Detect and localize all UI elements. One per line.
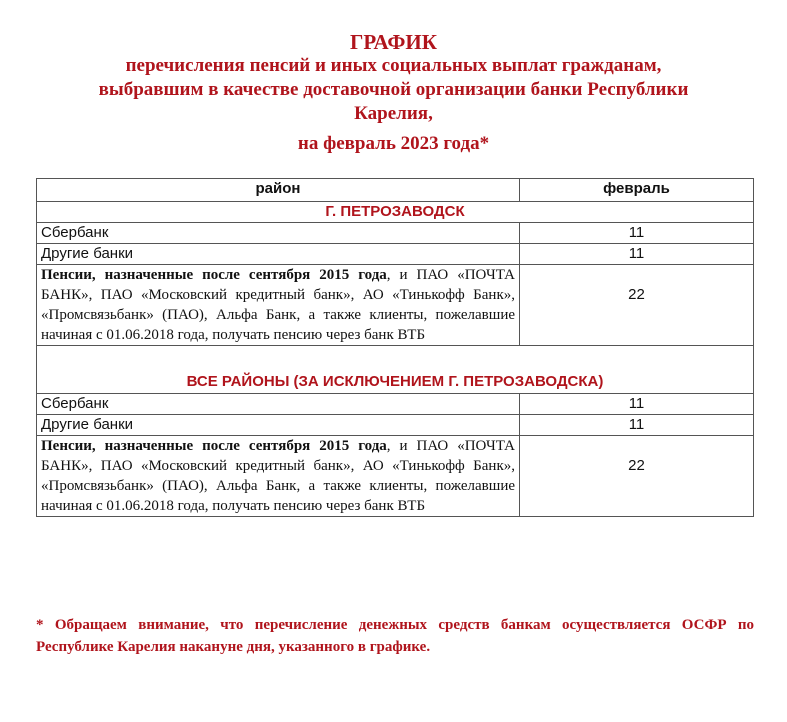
row-name: Другие банки xyxy=(37,244,520,265)
pension-conditions-bold: Пенсии, назначенные после сентября 2015 года xyxy=(41,438,387,454)
table-row xyxy=(37,244,754,265)
table-row xyxy=(37,415,754,436)
footnote: * Обращаем внимание, что перечисление денежных средств банкам осуществляется ОСФР по Республике Карелия накануне дня, указанного в графике. xyxy=(36,617,754,655)
row-value: 11 xyxy=(520,244,754,265)
section-row xyxy=(37,202,754,223)
row-value: 22 xyxy=(520,436,754,517)
title-line-2: выбравшим в качестве доставочной организации банки Республики xyxy=(98,79,689,100)
table-header-row xyxy=(37,179,754,202)
row-value: 11 xyxy=(520,415,754,436)
table-row xyxy=(37,394,754,415)
title-block xyxy=(0,30,787,156)
section-title-all-districts: ВСЕ РАЙОНЫ (ЗА ИСКЛЮЧЕНИЕМ Г. ПЕТРОЗАВОДСКА) xyxy=(37,346,754,394)
row-value: 22 xyxy=(520,265,754,346)
title-line-1: перечисления пенсий и иных социальных выплат гражданам, xyxy=(125,55,662,76)
pension-conditions-rest: , и ПАО «ПОЧТА БАНК», ПАО «Московский кредитный банк», АО «Тинькофф Банк», «Промсвязьбанк» (ПАО), Альфа Банк, а также клиенты, пожелавшие начиная с 01.06.2018 года, получать пенсию через банк ВТБ xyxy=(41,267,515,343)
table-row xyxy=(37,265,754,346)
pension-conditions-text xyxy=(37,265,520,346)
title-period: на февраль 2023 года* xyxy=(297,133,490,154)
row-value: 11 xyxy=(520,394,754,415)
table-row xyxy=(37,223,754,244)
title-line-3: Карелия, xyxy=(354,103,433,124)
row-name: Сбербанк xyxy=(37,394,520,415)
column-header-month: февраль xyxy=(520,179,754,202)
row-name: Другие банки xyxy=(37,415,520,436)
pension-conditions-bold: Пенсии, назначенные после сентября 2015 года xyxy=(41,267,387,283)
section-row xyxy=(37,346,754,394)
document-title: ГРАФИК xyxy=(350,30,437,54)
pension-conditions-text xyxy=(37,436,520,517)
section-title-petrozavodsk: Г. ПЕТРОЗАВОДСК xyxy=(37,202,754,223)
row-value: 11 xyxy=(520,223,754,244)
column-header-district: район xyxy=(37,179,520,202)
payment-schedule-table xyxy=(36,178,754,517)
pension-conditions-rest: , и ПАО «ПОЧТА БАНК», ПАО «Московский кредитный банк», АО «Тинькофф Банк», «Промсвязьбанк» (ПАО), Альфа Банк, а также клиенты, пожелавшие начиная с 01.06.2018 года, получать пенсию через банк ВТБ xyxy=(41,438,515,514)
row-name: Сбербанк xyxy=(37,223,520,244)
table-row xyxy=(37,436,754,517)
